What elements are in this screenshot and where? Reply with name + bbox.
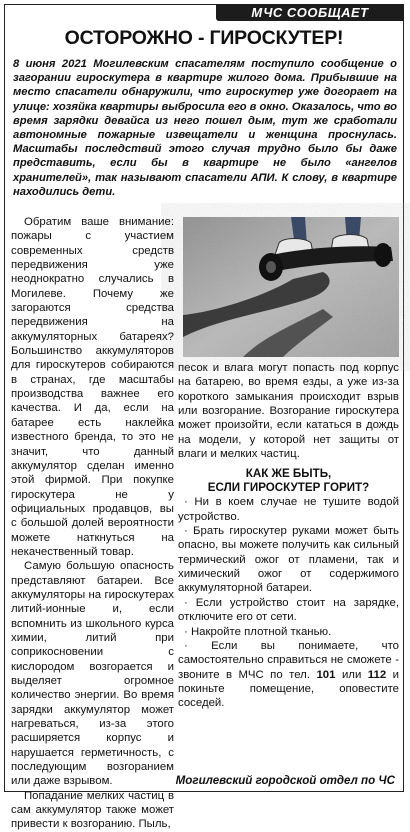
signature: Могилевский городской отдел по ЧС xyxy=(175,774,395,787)
tip-4: · Накройте плотной тканью. xyxy=(184,625,332,638)
tip-2: · Брать гироскутер руками может быть опасно, вы можете получить как сильный термический ожог от пламени, так и химический ожог от содержимого аккумуляторной батареи. xyxy=(178,525,399,595)
subheading-line-1: КАК ЖЕ БЫТЬ, xyxy=(245,467,332,481)
body-paragraph-2: Самую большую опасность представляют батареи. Все аккумуляторы на гироскутерах литий-ионные и, если вспомнить из школьного курса химии, литий при соприкосновении с кислородом возгорается и выделяет огромное количество энергии. Во время зарядки аккумулятор может нагреваться, из-за этого расширяется корпус и нарушается герметичность, с последующим возгоранием или даже взрывом. xyxy=(11,560,174,788)
hoverboard-photo-image xyxy=(183,217,399,357)
left-column xyxy=(11,215,174,832)
phone-number-101: 101 xyxy=(316,668,336,681)
body-paragraph-3: Попадание мелких частиц в сам аккумулятор также может привести к возгоранию. Пыль, xyxy=(11,789,174,831)
tip-3: · Если устройство стоит на зарядке, отключите его от сети. xyxy=(178,596,399,624)
article xyxy=(4,4,404,831)
body-paragraph-continued: песок и влага могут попасть под корпус на батарею, во время езды, а уже из-за короткого замыкания происходит взрыв или возгорание. Возгорание гироскутера может произойти, если кататься в дождь на модели, у которой нет защиты от влаги и мелких частиц. xyxy=(178,362,399,461)
tip-1: · Ни в коем случае не тушите водой устройство. xyxy=(178,496,399,523)
rubric-banner: МЧС СООБЩАЕТ xyxy=(216,4,404,21)
tip-5-text-b: или xyxy=(335,668,368,681)
tip-5-text-c: и покиньте помещение, оповестите соседей. xyxy=(178,668,399,710)
phone-number-112: 112 xyxy=(367,668,387,681)
subheading xyxy=(178,467,399,494)
tip-5-text-a: · Если вы понимаете, что самостоятельно справиться не сможете - звоните в МЧС по тел. xyxy=(178,639,399,681)
tip-5 xyxy=(178,639,399,711)
headline: ОСТОРОЖНО - ГИРОСКУТЕР! xyxy=(64,27,344,49)
body-paragraph-1: Обратим ваше внимание: пожары с участием современных средств передвижения уже неоднократно случались в Могилеве. Почему же загораются средства передвижения на аккумуляторных батареях? Большинство аккумуляторов для гироскутеров собираются в странах, где масштабы производства важнее его качества. И да, если на батарее есть наклейка известного бренда, то это не значит, что данный аккумулятор сделан именно этой фирмой. При покупке гироскутера не у официальных продавцов, вы с большой долей вероятности можете наткнуться на некачественный товар. xyxy=(11,216,174,558)
lead-paragraph: 8 июня 2021 Могилевским спасателям поступило сообщение о загорании гироскутера в квартире жилого дома. Прибывшие на место спасатели обнаружили, что гироскутер уже догорает на улице: хозяйка квартиры выбросила его в окно. Оказалось, что во время зарядки девайса из него пошел дым, тут же сработали автономные пожарные извещатели и женщина проснулась. Масштабы последствий этого случая трудно было бы даже представить, если бы в квартире не было «ангелов хранителей», так называют спасатели АПИ. К слову, в квартире находились дети. xyxy=(13,58,397,198)
right-column xyxy=(178,361,399,711)
subheading-line-2: ЕСЛИ ГИРОСКУТЕР ГОРИТ? xyxy=(207,480,370,494)
hoverboard-photo xyxy=(183,217,399,357)
